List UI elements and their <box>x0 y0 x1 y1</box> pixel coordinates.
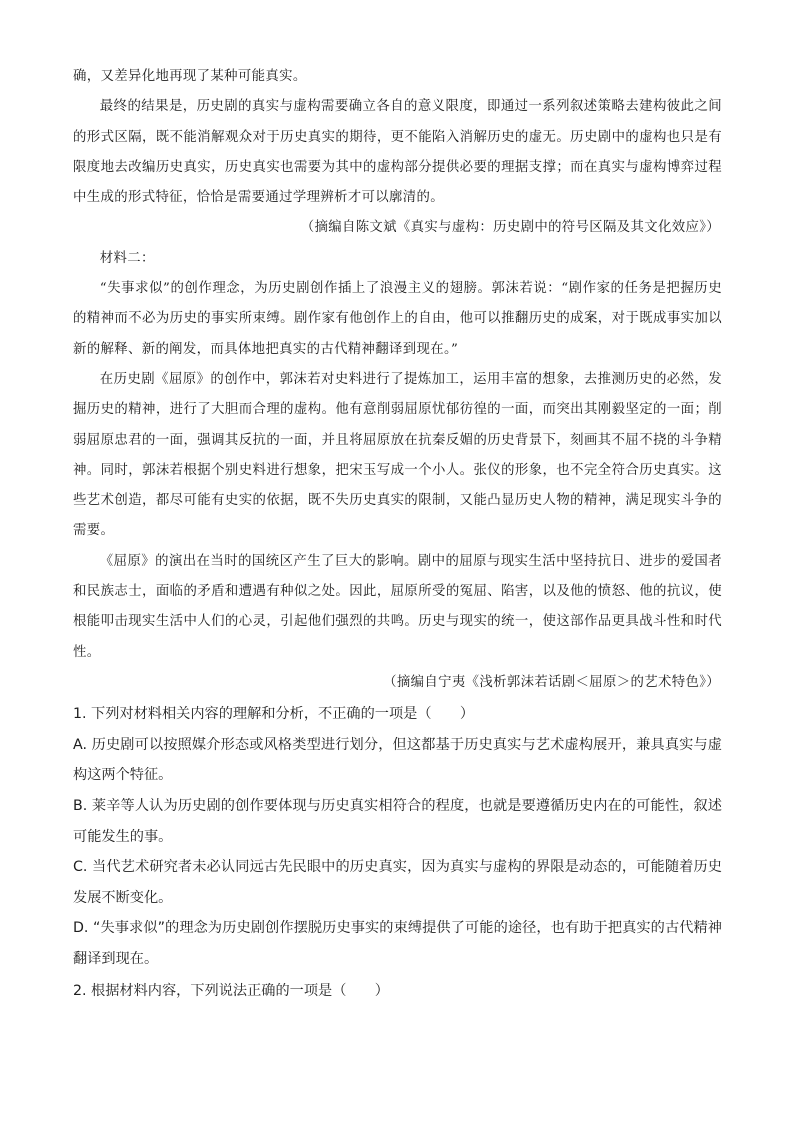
material-two-source: （摘编自宁夷《浅析郭沫若话剧＜屈原＞的艺术特色》） <box>383 674 720 690</box>
question-one-option-c: C. 当代艺术研究者未必认同远古先民眼中的历史真实，因为真实与虚构的界限是动态的，可能随着历史发展不断变化。 <box>73 859 722 906</box>
question-one <box>73 699 722 974</box>
question-one-stem: 1. 下列对材料相关内容的理解和分析，不正确的一项是（ ） <box>73 706 475 723</box>
material-two-paragraph: 《屈原》的演出在当时的国统区产生了巨大的影响。剧中的屈原与现实生活中坚持抗日、进步的爱国者和民族志士，面临的矛盾和遭遇有种似之处。因此，屈原所受的冤屈、陷害，以及他的愤怒、他的抗议，使根能叩击现实生活中人们的心灵，引起他们强烈的共鸣。历史与现实的统一，使这部作品更具战斗性和时代性。 <box>73 553 722 660</box>
question-one-option-d: D. “失事求似”的理念为历史剧创作摆脱历史事实的束缚提供了可能的途径，也有助于把真实的古代精神翻译到现在。 <box>73 920 722 967</box>
material-two-paragraph: 在历史剧《屈原》的创作中，郭沫若对史料进行了提炼加工，运用丰富的想象，去推测历史的必然，发掘历史的精神，进行了大胆而合理的虚构。他有意削弱屈原忧郁彷徨的一面，而突出其刚毅坚定的一面；削弱屈原忠君的一面，强调其反抗的一面，并且将屈原放在抗秦反媚的历史背景下，刻画其不屈不挠的斗争精神。同时，郭沫若根据个别史料进行想象，把宋玉写成一个小人。张仪的形象，也不完全符合历史真实。这些艺术创造，都尽可能有史实的依据，既不失历史真实的限制，又能凸显历史人物的精神，满足现实斗争的需要。 <box>73 371 722 539</box>
question-two-stem: 2. 根据材料内容，下列说法正确的一项是（ ） <box>73 982 389 999</box>
material-one-tail: 确，又差异化地再现了某种可能真实。 <box>73 69 307 84</box>
material-one-source: （摘编自陈文斌《真实与虚构：历史剧中的符号区隔及其文化效应》） <box>300 220 720 236</box>
question-one-option-a: A. 历史剧可以按照媒介形态或风格类型进行划分，但这都基于历史真实与艺术虚构展开，兼具真实与虚构这两个特征。 <box>73 736 722 784</box>
question-one-option-b: B. 莱辛等人认为历史剧的创作要体现与历史真实相符合的程度，也就是要遵循历史内在的可能性，叙述可能发生的事。 <box>73 798 722 845</box>
material-two-heading: 材料二： <box>99 250 155 266</box>
question-two <box>73 976 722 1007</box>
material-one-section <box>73 62 722 244</box>
material-one-conclusion: 最终的结果是，历史剧的真实与虚构需要确立各自的意义限度，即通过一系列叙述策略去建构彼此之间的形式区隔，既不能消解观众对于历史真实的期待，更不能陷入消解历史的虚无。历史剧中的虚构也只是有限度地去改编历史真实，历史真实也需要为其中的虚构部分提供必要的理据支撑；而在真实与虚构博弈过程中生成的形式特征，恰恰是需要通过学理辨析才可以廓清的。 <box>73 99 722 206</box>
material-two-paragraph: “失事求似”的创作理念，为历史剧创作插上了浪漫主义的翅膀。郭沫若说：“剧作家的任务是把握历史的精神而不必为历史的事实所束缚。剧作家有他创作上的自由，他可以推翻历史的成案，对于既成事实加以新的解释、新的阐发，而具体地把真实的古代精神翻译到现在。” <box>73 281 722 357</box>
material-two-section <box>73 244 722 698</box>
